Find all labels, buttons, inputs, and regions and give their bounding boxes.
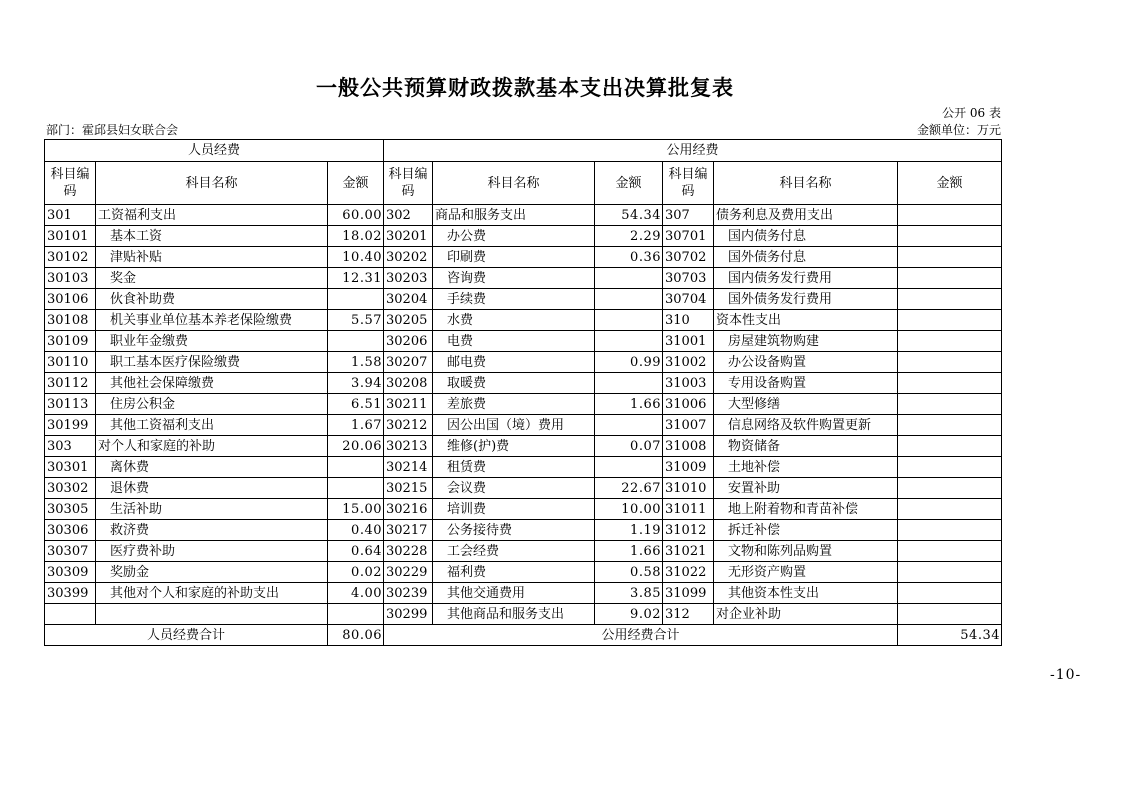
table-row [45, 247, 1002, 268]
capital-amount-cell [898, 226, 1002, 247]
personnel-name-cell: 伙食补助费 [96, 289, 328, 310]
personnel-name-cell: 奖励金 [96, 562, 328, 583]
goods-code-cell: 30229 [384, 562, 433, 583]
goods-name-cell: 咨询费 [433, 268, 595, 289]
table-row [45, 415, 1002, 436]
goods-name-cell: 其他商品和服务支出 [433, 604, 595, 625]
table-row [45, 310, 1002, 331]
goods-code-cell: 30201 [384, 226, 433, 247]
goods-name-cell: 培训费 [433, 499, 595, 520]
personnel-code-cell: 30199 [45, 415, 96, 436]
personnel-amount-cell: 0.40 [328, 520, 384, 541]
personnel-code-cell: 30307 [45, 541, 96, 562]
goods-amount-cell: 9.02 [595, 604, 663, 625]
goods-code-cell: 30213 [384, 436, 433, 457]
capital-amount-cell [898, 604, 1002, 625]
goods-name-cell: 会议费 [433, 478, 595, 499]
totals-row [45, 625, 1002, 646]
goods-name-cell: 差旅费 [433, 394, 595, 415]
capital-code-cell: 31008 [663, 436, 714, 457]
capital-code-cell: 31011 [663, 499, 714, 520]
goods-amount-cell [595, 415, 663, 436]
page-number: -10- [1050, 667, 1082, 683]
capital-amount-cell [898, 415, 1002, 436]
personnel-amount-cell: 12.31 [328, 268, 384, 289]
table-row [45, 541, 1002, 562]
goods-name-cell: 邮电费 [433, 352, 595, 373]
personnel-name-cell: 其他工资福利支出 [96, 415, 328, 436]
column-header-row [45, 162, 1002, 205]
personnel-name-cell: 退休费 [96, 478, 328, 499]
goods-amount-cell: 1.66 [595, 394, 663, 415]
capital-amount-cell [898, 205, 1002, 226]
code-header: 科目编码 [384, 162, 433, 205]
personnel-name-cell: 其他对个人和家庭的补助支出 [96, 583, 328, 604]
goods-code-cell: 30207 [384, 352, 433, 373]
capital-name-cell: 资本性支出 [714, 310, 898, 331]
capital-name-cell: 信息网络及软件购置更新 [714, 415, 898, 436]
goods-name-cell: 公务接待费 [433, 520, 595, 541]
goods-amount-cell: 0.99 [595, 352, 663, 373]
personnel-name-cell: 职工基本医疗保险缴费 [96, 352, 328, 373]
goods-amount-cell: 10.00 [595, 499, 663, 520]
goods-amount-cell [595, 310, 663, 331]
capital-name-cell: 拆迁补偿 [714, 520, 898, 541]
capital-code-cell: 312 [663, 604, 714, 625]
goods-amount-cell [595, 268, 663, 289]
capital-name-cell: 国外债务发行费用 [714, 289, 898, 310]
capital-code-cell: 31002 [663, 352, 714, 373]
public-total-value: 54.34 [898, 625, 1002, 646]
capital-name-cell: 国内债务付息 [714, 226, 898, 247]
goods-code-cell: 30206 [384, 331, 433, 352]
capital-code-cell: 31003 [663, 373, 714, 394]
goods-name-cell: 维修(护)费 [433, 436, 595, 457]
goods-name-cell: 其他交通费用 [433, 583, 595, 604]
amount-header: 金额 [328, 162, 384, 205]
capital-name-cell: 国外债务付息 [714, 247, 898, 268]
personnel-code-cell: 30102 [45, 247, 96, 268]
capital-code-cell: 31099 [663, 583, 714, 604]
personnel-name-cell: 其他社会保障缴费 [96, 373, 328, 394]
personnel-amount-cell: 4.00 [328, 583, 384, 604]
capital-amount-cell [898, 457, 1002, 478]
goods-amount-cell [595, 373, 663, 394]
capital-amount-cell [898, 499, 1002, 520]
goods-code-cell: 30239 [384, 583, 433, 604]
goods-name-cell: 办公费 [433, 226, 595, 247]
capital-code-cell: 310 [663, 310, 714, 331]
goods-code-cell: 30202 [384, 247, 433, 268]
goods-amount-cell: 0.58 [595, 562, 663, 583]
table-row [45, 499, 1002, 520]
personnel-amount-cell [328, 331, 384, 352]
table-row [45, 289, 1002, 310]
goods-amount-cell: 3.85 [595, 583, 663, 604]
goods-code-cell: 30228 [384, 541, 433, 562]
capital-code-cell: 30702 [663, 247, 714, 268]
personnel-code-cell: 30109 [45, 331, 96, 352]
personnel-amount-cell: 1.67 [328, 415, 384, 436]
capital-code-cell: 307 [663, 205, 714, 226]
capital-code-cell: 31021 [663, 541, 714, 562]
capital-amount-cell [898, 247, 1002, 268]
capital-code-cell: 31006 [663, 394, 714, 415]
capital-amount-cell [898, 478, 1002, 499]
table-row [45, 604, 1002, 625]
goods-amount-cell: 0.07 [595, 436, 663, 457]
personnel-name-cell: 工资福利支出 [96, 205, 328, 226]
goods-amount-cell: 0.36 [595, 247, 663, 268]
capital-amount-cell [898, 331, 1002, 352]
capital-name-cell: 安置补助 [714, 478, 898, 499]
capital-name-cell: 物资储备 [714, 436, 898, 457]
personnel-name-cell: 对个人和家庭的补助 [96, 436, 328, 457]
personnel-code-cell: 30112 [45, 373, 96, 394]
capital-name-cell: 债务利息及费用支出 [714, 205, 898, 226]
personnel-code-cell: 30309 [45, 562, 96, 583]
personnel-name-cell: 奖金 [96, 268, 328, 289]
personnel-amount-cell: 0.02 [328, 562, 384, 583]
goods-code-cell: 30203 [384, 268, 433, 289]
capital-name-cell: 国内债务发行费用 [714, 268, 898, 289]
goods-name-cell: 福利费 [433, 562, 595, 583]
expenditure-table [44, 139, 1002, 646]
personnel-code-cell: 30106 [45, 289, 96, 310]
goods-code-cell: 30208 [384, 373, 433, 394]
personnel-name-cell: 医疗费补助 [96, 541, 328, 562]
personnel-amount-cell: 0.64 [328, 541, 384, 562]
goods-amount-cell [595, 289, 663, 310]
personnel-name-cell: 救济费 [96, 520, 328, 541]
personnel-code-cell [45, 604, 96, 625]
personnel-code-cell: 30101 [45, 226, 96, 247]
amount-header: 金额 [898, 162, 1002, 205]
personnel-amount-cell: 10.40 [328, 247, 384, 268]
personnel-amount-cell: 6.51 [328, 394, 384, 415]
personnel-name-cell: 生活补助 [96, 499, 328, 520]
table-row [45, 331, 1002, 352]
personnel-amount-cell: 15.00 [328, 499, 384, 520]
personnel-name-cell: 离休费 [96, 457, 328, 478]
capital-code-cell: 30701 [663, 226, 714, 247]
capital-name-cell: 专用设备购置 [714, 373, 898, 394]
personnel-amount-cell: 1.58 [328, 352, 384, 373]
capital-code-cell: 31007 [663, 415, 714, 436]
goods-code-cell: 30216 [384, 499, 433, 520]
table-row [45, 394, 1002, 415]
personnel-name-cell: 基本工资 [96, 226, 328, 247]
name-header: 科目名称 [96, 162, 328, 205]
goods-name-cell: 印刷费 [433, 247, 595, 268]
table-row [45, 457, 1002, 478]
table-row [45, 478, 1002, 499]
capital-name-cell: 房屋建筑物购建 [714, 331, 898, 352]
capital-amount-cell [898, 583, 1002, 604]
capital-amount-cell [898, 352, 1002, 373]
personnel-name-cell: 机关事业单位基本养老保险缴费 [96, 310, 328, 331]
capital-name-cell: 文物和陈列品购置 [714, 541, 898, 562]
capital-amount-cell [898, 436, 1002, 457]
goods-code-cell: 30205 [384, 310, 433, 331]
goods-code-cell: 30204 [384, 289, 433, 310]
capital-name-cell: 对企业补助 [714, 604, 898, 625]
goods-name-cell: 工会经费 [433, 541, 595, 562]
table-row [45, 268, 1002, 289]
capital-name-cell: 无形资产购置 [714, 562, 898, 583]
goods-amount-cell [595, 457, 663, 478]
personnel-code-cell: 303 [45, 436, 96, 457]
personnel-name-cell: 住房公积金 [96, 394, 328, 415]
public-total-label: 公用经费合计 [384, 625, 898, 646]
table-row [45, 436, 1002, 457]
capital-name-cell: 其他资本性支出 [714, 583, 898, 604]
capital-amount-cell [898, 562, 1002, 583]
page-title: 一般公共预算财政拨款基本支出决算批复表 [316, 76, 734, 100]
personnel-amount-cell [328, 289, 384, 310]
goods-name-cell: 手续费 [433, 289, 595, 310]
personnel-code-cell: 30306 [45, 520, 96, 541]
capital-name-cell: 土地补偿 [714, 457, 898, 478]
goods-code-cell: 30215 [384, 478, 433, 499]
capital-code-cell: 31022 [663, 562, 714, 583]
amount-unit-label: 金额单位：万元 [916, 123, 1001, 137]
personnel-code-cell: 30301 [45, 457, 96, 478]
personnel-total-label: 人员经费合计 [45, 625, 328, 646]
group-header-row [45, 140, 1002, 162]
goods-amount-cell: 22.67 [595, 478, 663, 499]
personnel-code-cell: 30103 [45, 268, 96, 289]
goods-name-cell: 商品和服务支出 [433, 205, 595, 226]
personnel-amount-cell [328, 604, 384, 625]
capital-amount-cell [898, 310, 1002, 331]
capital-code-cell: 30704 [663, 289, 714, 310]
capital-name-cell: 大型修缮 [714, 394, 898, 415]
capital-amount-cell [898, 268, 1002, 289]
personnel-amount-cell [328, 457, 384, 478]
personnel-code-cell: 30302 [45, 478, 96, 499]
personnel-amount-cell [328, 478, 384, 499]
personnel-name-cell: 职业年金缴费 [96, 331, 328, 352]
name-header: 科目名称 [714, 162, 898, 205]
goods-amount-cell: 54.34 [595, 205, 663, 226]
goods-name-cell: 电费 [433, 331, 595, 352]
goods-amount-cell [595, 331, 663, 352]
goods-code-cell: 302 [384, 205, 433, 226]
goods-name-cell: 因公出国（境）费用 [433, 415, 595, 436]
goods-amount-cell: 1.19 [595, 520, 663, 541]
goods-code-cell: 30211 [384, 394, 433, 415]
goods-name-cell: 租赁费 [433, 457, 595, 478]
code-header: 科目编码 [45, 162, 96, 205]
capital-code-cell: 31012 [663, 520, 714, 541]
personnel-amount-cell: 3.94 [328, 373, 384, 394]
capital-amount-cell [898, 541, 1002, 562]
table-row [45, 226, 1002, 247]
goods-code-cell: 30212 [384, 415, 433, 436]
table-row [45, 373, 1002, 394]
goods-name-cell: 水费 [433, 310, 595, 331]
personnel-code-cell: 301 [45, 205, 96, 226]
personnel-amount-cell: 60.00 [328, 205, 384, 226]
personnel-code-cell: 30108 [45, 310, 96, 331]
personnel-code-cell: 30305 [45, 499, 96, 520]
capital-amount-cell [898, 394, 1002, 415]
capital-code-cell: 31009 [663, 457, 714, 478]
capital-amount-cell [898, 520, 1002, 541]
capital-name-cell: 办公设备购置 [714, 352, 898, 373]
form-number: 公开 06 表 [942, 106, 1001, 120]
goods-name-cell: 取暖费 [433, 373, 595, 394]
goods-code-cell: 30214 [384, 457, 433, 478]
table-row [45, 583, 1002, 604]
amount-header: 金额 [595, 162, 663, 205]
capital-code-cell: 31001 [663, 331, 714, 352]
goods-code-cell: 30217 [384, 520, 433, 541]
personnel-code-cell: 30113 [45, 394, 96, 415]
goods-amount-cell: 1.66 [595, 541, 663, 562]
goods-amount-cell: 2.29 [595, 226, 663, 247]
personnel-total-value: 80.06 [328, 625, 384, 646]
personnel-code-cell: 30110 [45, 352, 96, 373]
capital-code-cell: 31010 [663, 478, 714, 499]
capital-code-cell: 30703 [663, 268, 714, 289]
table-row [45, 520, 1002, 541]
personnel-header: 人员经费 [45, 140, 384, 162]
personnel-amount-cell: 5.57 [328, 310, 384, 331]
code-header: 科目编码 [663, 162, 714, 205]
goods-code-cell: 30299 [384, 604, 433, 625]
personnel-name-cell: 津贴补贴 [96, 247, 328, 268]
capital-amount-cell [898, 373, 1002, 394]
capital-name-cell: 地上附着物和青苗补偿 [714, 499, 898, 520]
department-label: 部门：霍邱县妇女联合会 [46, 123, 179, 137]
personnel-amount-cell: 20.06 [328, 436, 384, 457]
personnel-amount-cell: 18.02 [328, 226, 384, 247]
capital-amount-cell [898, 289, 1002, 310]
personnel-name-cell [96, 604, 328, 625]
personnel-code-cell: 30399 [45, 583, 96, 604]
table-row [45, 562, 1002, 583]
public-header: 公用经费 [384, 140, 1002, 162]
table-row [45, 352, 1002, 373]
name-header: 科目名称 [433, 162, 595, 205]
table-row [45, 205, 1002, 226]
